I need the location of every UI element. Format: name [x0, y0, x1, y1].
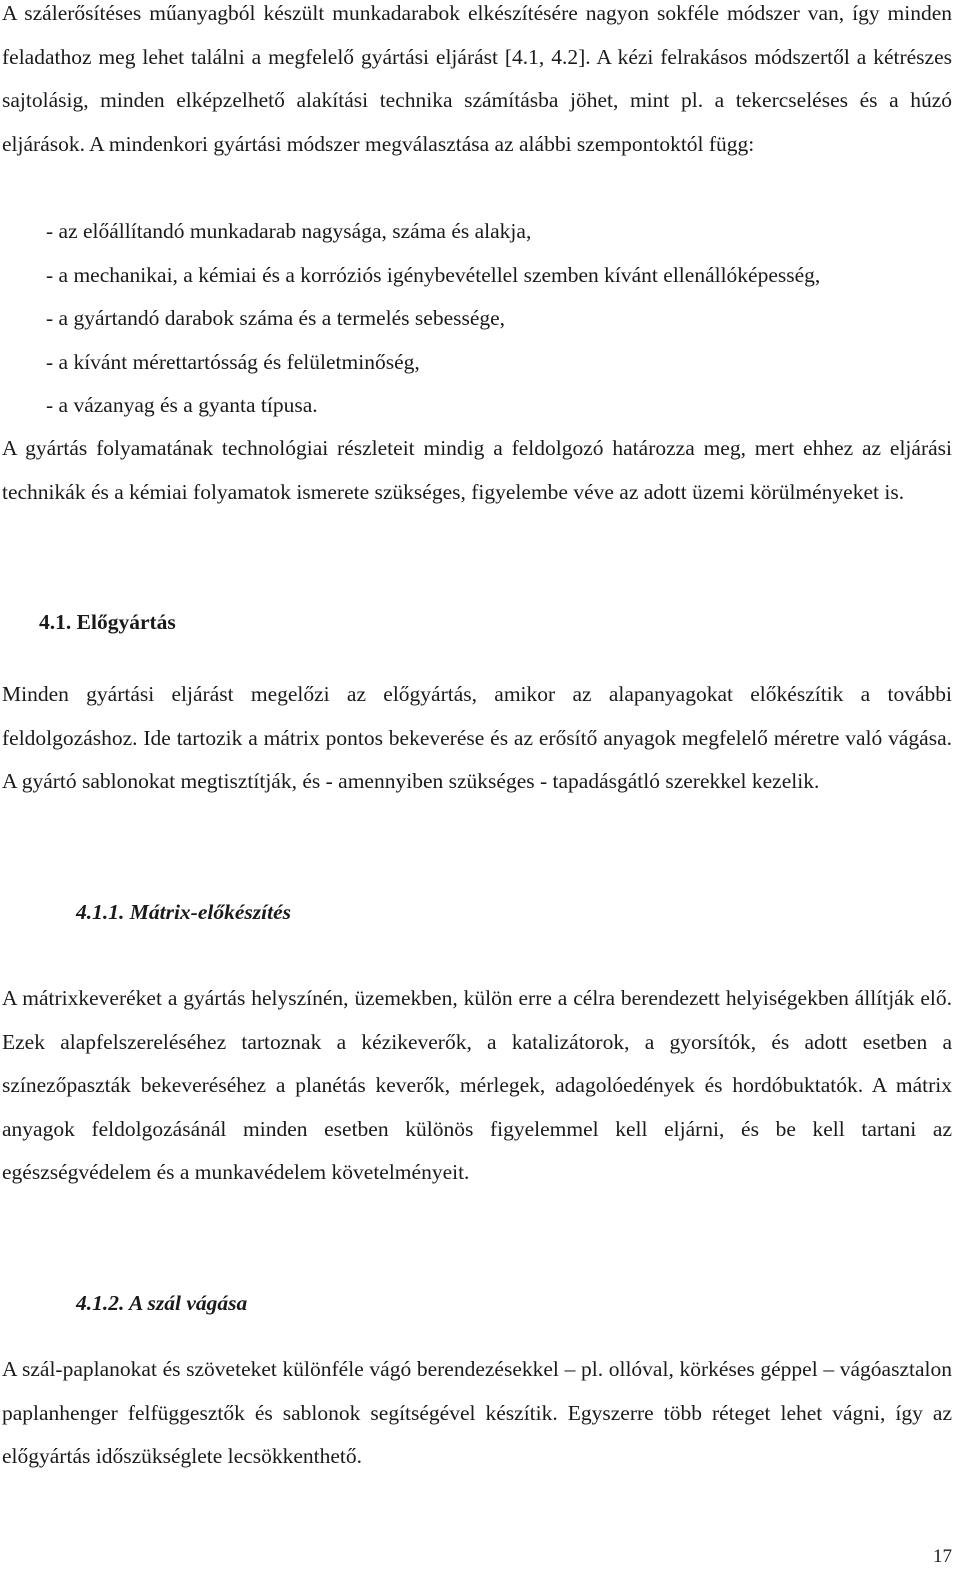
criteria-list	[46, 210, 956, 428]
list-item: - a mechanikai, a kémiai és a korróziós igénybevétellel szemben kívánt ellenállóképesség,	[46, 262, 821, 287]
page-number: 17	[933, 1546, 952, 1567]
intro-paragraph: A szálerősítéses műanyagból készült munkadarabok elkészítésére nagyon sokféle módszer van, így minden feladathoz meg lehet találni a megfelelő gyártási eljárást [4.1, 4.2]. A kézi felrakásos módszertől a kétrészes sajtolásig, minden elképzelhető alakítási technika számításba jöhet, mint pl. a tekercseléses és a húzó eljárások. A mindenkori gyártási módszer megválasztása az alábbi szempontoktól függ:	[2, 1, 952, 156]
section-heading-4-1-1: 4.1.1. Mátrix-előkészítés	[76, 900, 291, 924]
list-item: - a gyártandó darabok száma és a termelés sebessége,	[46, 306, 506, 330]
list-item: - az előállítandó munkadarab nagysága, száma és alakja,	[46, 219, 532, 243]
section-4-1-paragraph: Minden gyártási eljárást megelőzi az előgyártás, amikor az alapanyagokat előkészítik a további feldolgozáshoz. Ide tartozik a mátrix pontos bekeverése és az erősítő anyagok megfelelő méretre való vágása. A gyártó sablonokat megtisztítják, és - amennyiben szükséges - tapadásgátló szerekkel kezelik.	[2, 682, 952, 793]
section-heading-4-1-2: 4.1.2. A szál vágása	[76, 1291, 248, 1315]
section-4-1-2-paragraph: A szál-paplanokat és szöveteket különféle vágó berendezésekkel – pl. ollóval, körkéses géppel – vágóasztalon paplanhenger felfüggesztők és sablonok segítségével készítik. Egyszerre több réteget lehet vágni, így az előgyártás időszükséglete lecsökkenthető.	[2, 1357, 952, 1468]
section-4-1-1-paragraph: A mátrixkeveréket a gyártás helyszínén, üzemekben, külön erre a célra berendezett helyiségekben állítják elő. Ezek alapfelszereléséhez tartoznak a kézikeverők, a katalizátorok, a gyorsítók, és adott esetben a színezőpaszták bekeveréséhez a planétás keverők, mérlegek, adagolóedények és hordóbuktatók. A mátrix anyagok feldolgozásánál minden esetben különös figyelemmel kell eljárni, és be kell tartani az egészségvédelem és a munkavédelem követelményeit.	[2, 986, 952, 1184]
list-item: - a kívánt mérettartósság és felületminőség,	[46, 349, 420, 374]
list-item: - a vázanyag és a gyanta típusa.	[46, 393, 318, 417]
section-heading-4-1: 4.1. Előgyártás	[39, 610, 176, 634]
process-paragraph: A gyártás folyamatának technológiai részleteit mindig a feldolgozó határozza meg, mert ehhez az eljárási technikák és a kémiai folyamatok ismerete szükséges, figyelembe véve az adott üzemi körülményeket is.	[2, 436, 952, 504]
